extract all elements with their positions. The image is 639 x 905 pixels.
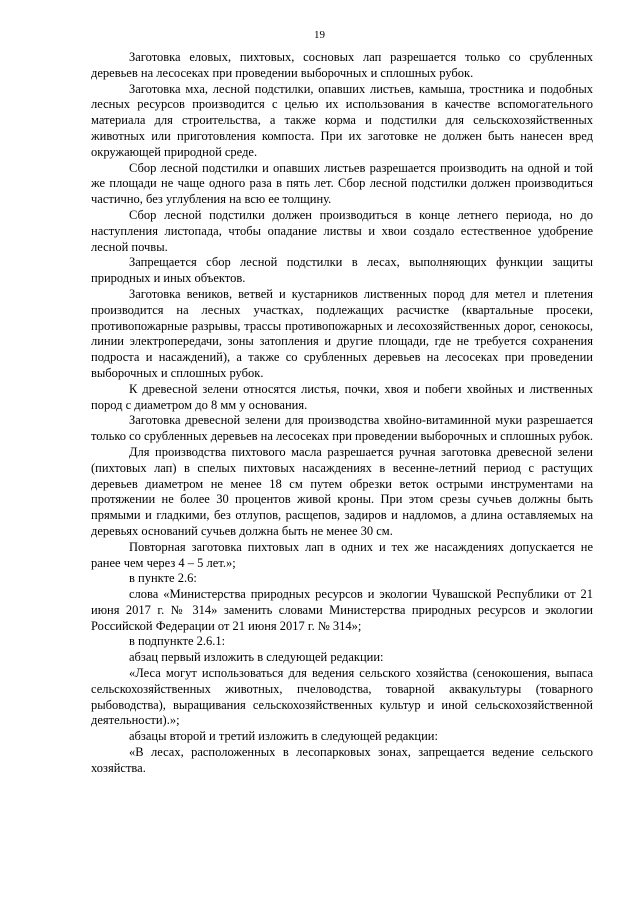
paragraph: Заготовка еловых, пихтовых, сосновых лап разрешается только со срубленных деревьев на лесосеках при проведении выборочных и сплошных рубок. bbox=[91, 50, 593, 80]
paragraph: Для производства пихтового масла разрешается ручная заготовка древесной зелени (пихтовых лап) в спелых пихтовых насаждениях в весенне-летний период с растущих деревьев диаметром не менее 18 см путем обрезки веток острыми инструментами на протяжении не более 30 процентов живой кроны. При этом срезы сучьев должны быть прямыми и гладкими, без отлупов, расщепов, задиров и надломов, а длина оставляемых на деревьях оснований сучьев должна быть не менее 30 см. bbox=[91, 444, 593, 538]
paragraph: Сбор лесной подстилки должен производиться в конце летнего периода, но до наступления листопада, чтобы опадание листвы и хвои создало естественное удобрение лесной почвы. bbox=[91, 207, 593, 254]
paragraph: Сбор лесной подстилки и опавших листьев разрешается производить на одной и той же площади не чаще одного раза в пять лет. Сбор лесной подстилки должен производиться частично, без углубления на всю ее толщину. bbox=[91, 160, 593, 207]
paragraph: Повторная заготовка пихтовых лап в одних и тех же насаждениях допускается не ранее чем через 4 – 5 лет.»; bbox=[91, 539, 593, 570]
paragraph: в подпункте 2.6.1: bbox=[129, 634, 226, 649]
document-body bbox=[91, 50, 593, 777]
paragraph: в пункте 2.6: bbox=[129, 571, 197, 586]
paragraph: Заготовка древесной зелени для производства хвойно-витаминной муки разрешается только со срубленных деревьев на лесосеках при проведении выборочных и сплошных рубок. bbox=[91, 413, 593, 444]
paragraph: «В лесах, расположенных в лесопарковых зонах, запрещается ведение сельского хозяйства. bbox=[91, 745, 593, 775]
paragraph: Заготовка мха, лесной подстилки, опавших листьев, камыша, тростника и подобных лесных ресурсов производится с целью их использования в качестве вспомогательного материала для строительства, а также корма и подстилки для сельскохозяйственных животных или приготовления компоста. При их заготовке не должен быть нанесен вред окружающей природной среде. bbox=[91, 81, 593, 159]
paragraph: «Леса могут использоваться для ведения сельского хозяйства (сенокошения, выпаса сельскохозяйственных животных, пчеловодства, товарной аквакультуры (товарного рыбоводства), выращивания сельскохозяйственных культур и иной сельскохозяйственной деятельности).»; bbox=[91, 666, 593, 728]
paragraph: Заготовка веников, ветвей и кустарников лиственных пород для метел и плетения производится на лесных участках, подлежащих расчистке (квартальные просеки, противопожарные разрывы, трассы противопожарных и лесохозяйственных дорог, сенокосы, линии электропередачи, зоны затопления и другие площади, где не требуется сохранения подроста и насаждений), а также со срубленных деревьев на лесосеках при проведении выборочных и сплошных рубок. bbox=[91, 286, 593, 380]
paragraph: Запрещается сбор лесной подстилки в лесах, выполняющих функции защиты природных и иных объектов. bbox=[91, 255, 593, 286]
paragraph: слова «Министерства природных ресурсов и экологии Чувашской Республики от 21 июня 2017 г. № 314» заменить словами Министерства природных ресурсов и экологии Российской Федерации от 21 июня 2017 г. № 314»; bbox=[91, 587, 593, 633]
page-number: 19 bbox=[314, 29, 325, 41]
paragraph: абзацы второй и третий изложить в следующей редакции: bbox=[129, 729, 438, 744]
paragraph: абзац первый изложить в следующей редакции: bbox=[129, 650, 384, 665]
paragraph: К древесной зелени относятся листья, почки, хвоя и побеги хвойных и лиственных пород с диаметром до 8 мм у основания. bbox=[91, 381, 593, 412]
